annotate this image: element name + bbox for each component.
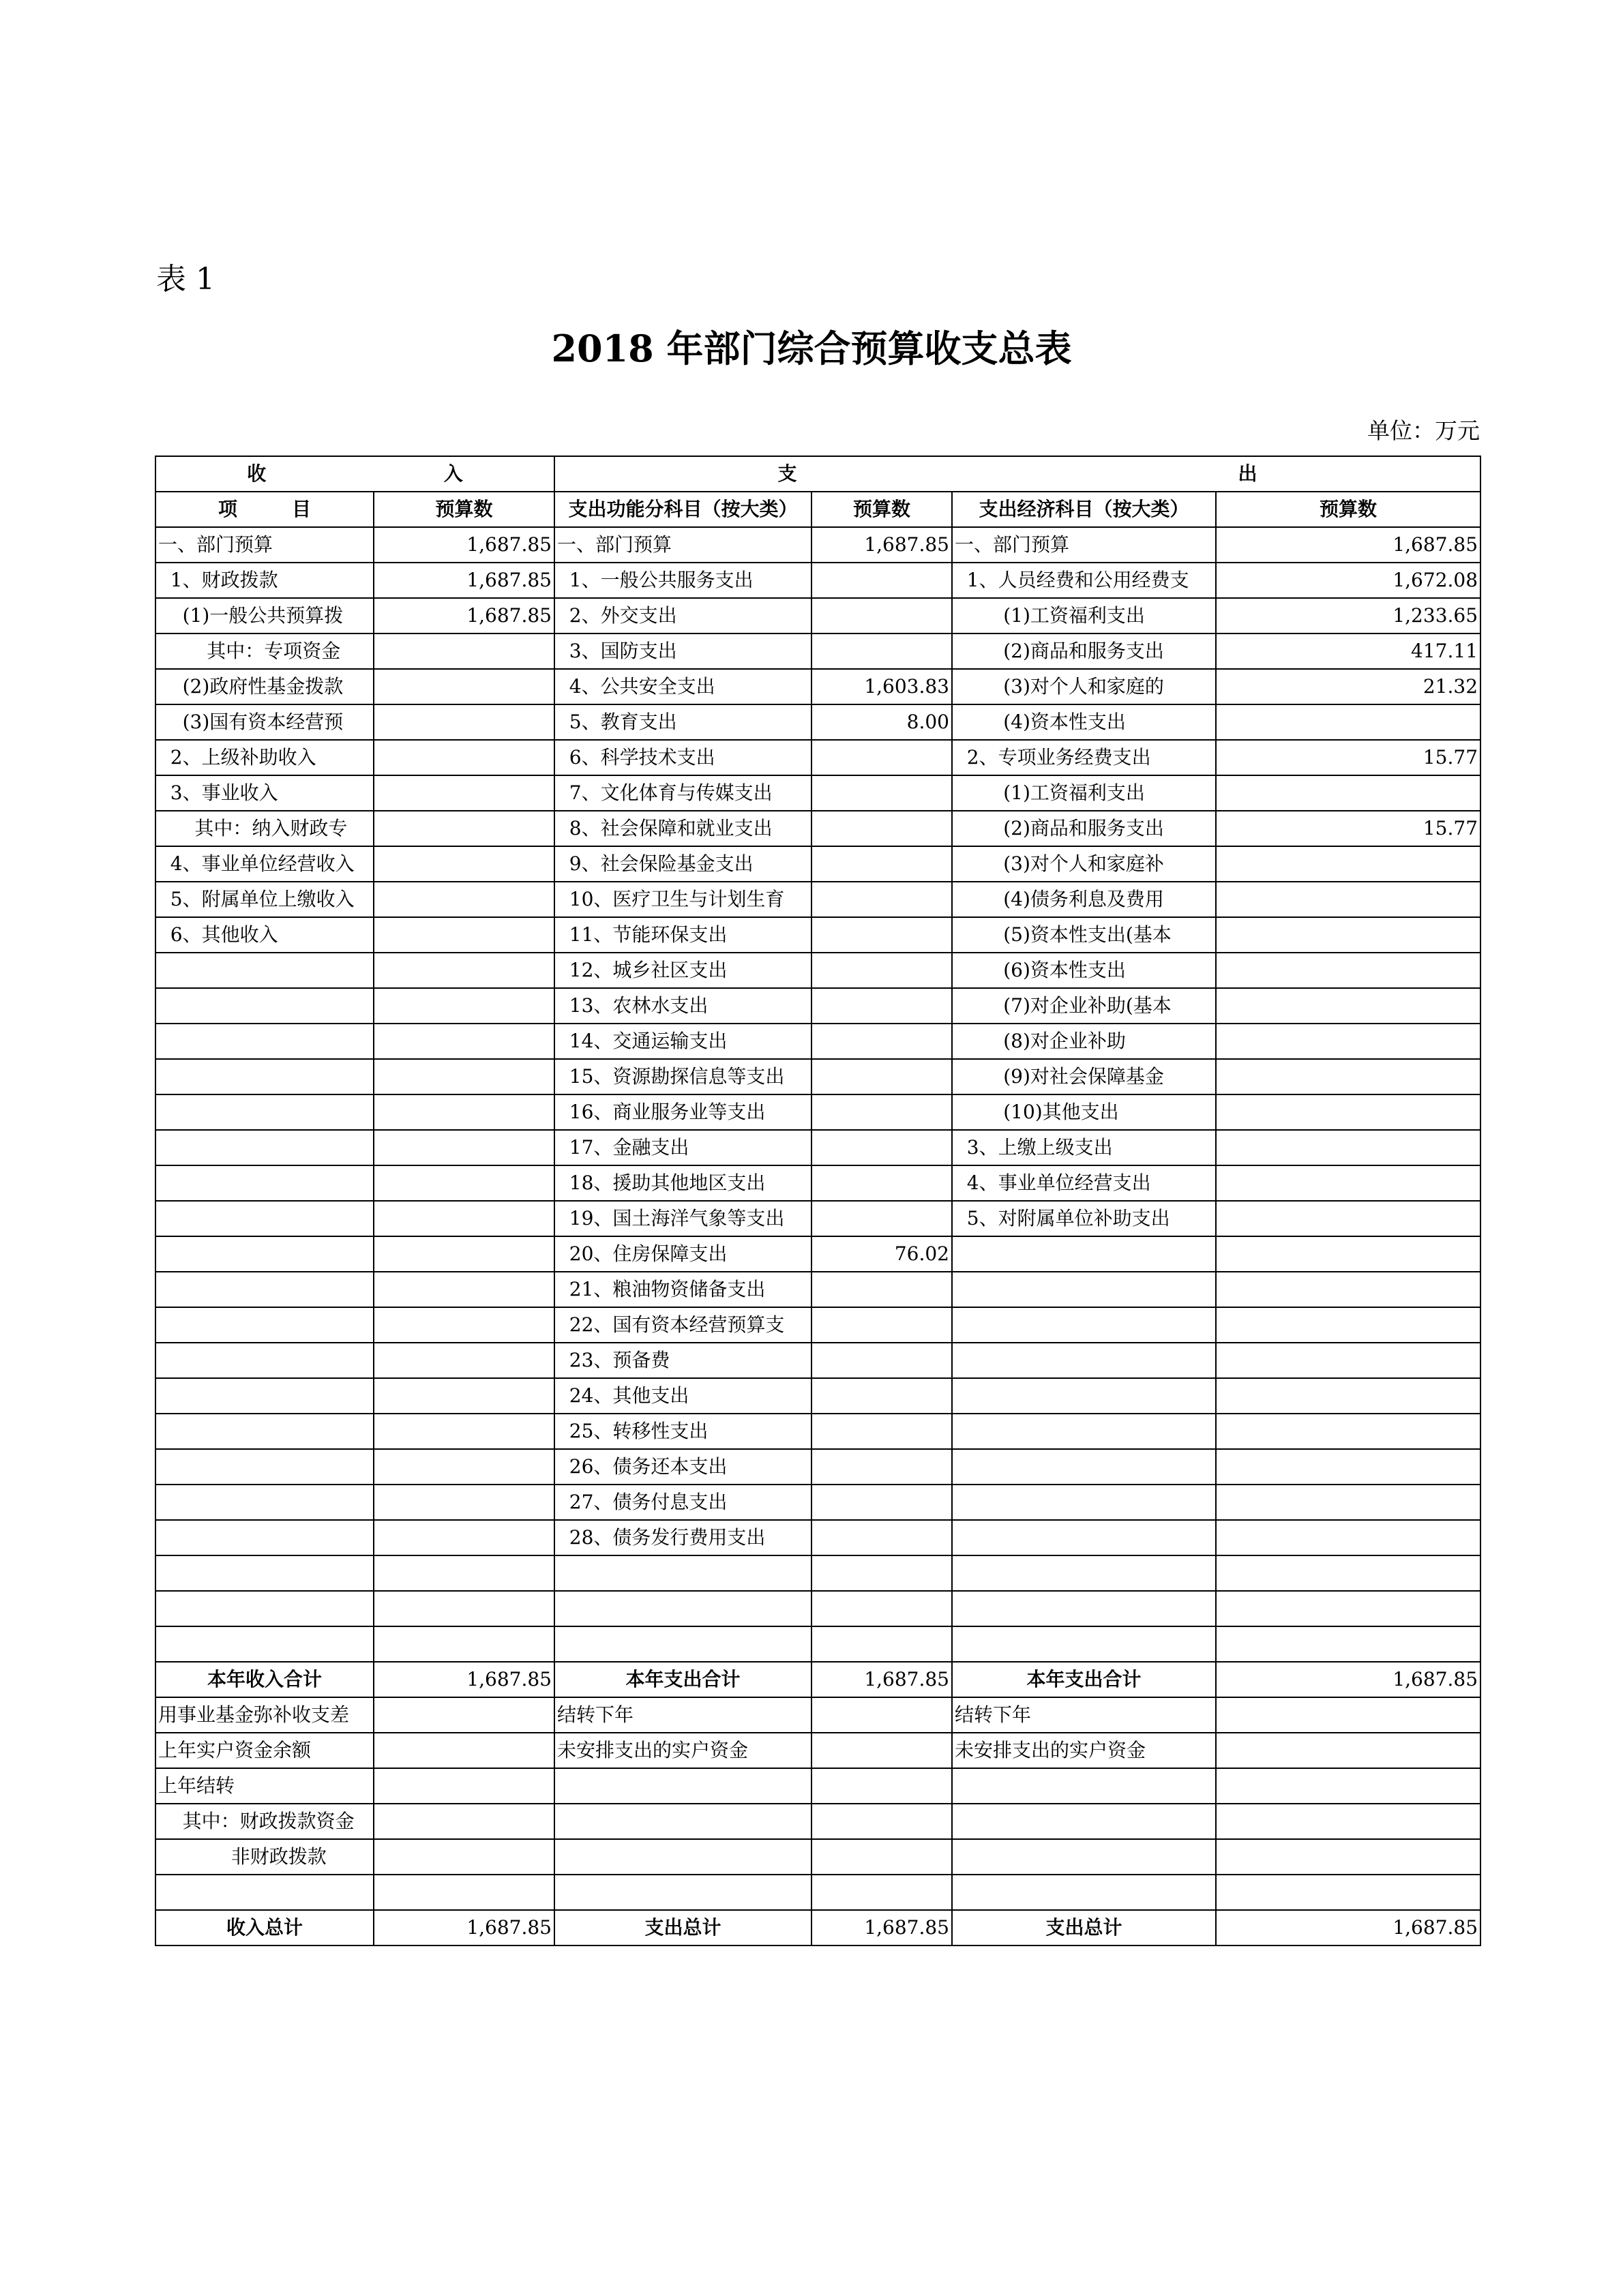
func-budget-cell — [812, 1024, 952, 1059]
income-budget-cell — [374, 1626, 554, 1662]
econ-item-cell: 未安排支出的实户资金 — [952, 1733, 1216, 1768]
econ-item-cell: 一、部门预算 — [952, 527, 1216, 563]
table-number: 表 1 — [156, 262, 215, 297]
table-row — [155, 1697, 1480, 1733]
income-budget-cell — [374, 1059, 554, 1094]
func-item-cell: 16、商业服务业等支出 — [554, 1094, 812, 1130]
income-item-cell — [155, 1485, 374, 1520]
func-budget-cell — [812, 1697, 952, 1733]
econ-budget-cell — [1216, 1449, 1480, 1485]
func-item-cell: 9、社会保险基金支出 — [554, 846, 812, 882]
table-row — [155, 598, 1480, 633]
table-row — [155, 953, 1480, 988]
econ-budget-cell — [1216, 1414, 1480, 1449]
func-item-cell: 5、教育支出 — [554, 704, 812, 740]
income-item-cell: 其中：财政拨款资金 — [155, 1804, 374, 1839]
table-row — [155, 1555, 1480, 1591]
econ-budget-cell: 1,672.08 — [1216, 563, 1480, 598]
income-item-cell — [155, 1378, 374, 1414]
income-budget-cell — [374, 1307, 554, 1343]
func-item-cell: 14、交通运输支出 — [554, 1024, 812, 1059]
income-budget-cell — [374, 1768, 554, 1804]
econ-item-cell — [952, 1449, 1216, 1485]
econ-budget-cell: 21.32 — [1216, 669, 1480, 704]
income-item-cell: 其中：纳入财政专 — [155, 811, 374, 846]
econ-budget-cell — [1216, 1272, 1480, 1307]
func-budget-header: 预算数 — [812, 492, 952, 527]
func-item-cell — [554, 1626, 812, 1662]
income-budget-cell — [374, 917, 554, 953]
func-item-cell: 13、农林水支出 — [554, 988, 812, 1024]
func-budget-cell: 76.02 — [812, 1236, 952, 1272]
econ-budget-cell — [1216, 917, 1480, 953]
econ-item-cell: 2、专项业务经费支出 — [952, 740, 1216, 775]
econ-item-cell — [952, 1520, 1216, 1555]
income-budget-cell — [374, 1201, 554, 1236]
func-item-cell: 23、预备费 — [554, 1343, 812, 1378]
func-item-cell: 25、转移性支出 — [554, 1414, 812, 1449]
total-value: 1,687.85 — [374, 1662, 554, 1697]
econ-budget-cell — [1216, 1626, 1480, 1662]
func-budget-cell — [812, 1768, 952, 1804]
func-item-cell — [554, 1591, 812, 1626]
income-budget-cell — [374, 1024, 554, 1059]
income-budget-cell: 1,687.85 — [374, 598, 554, 633]
table-row — [155, 811, 1480, 846]
income-budget-cell — [374, 1875, 554, 1910]
econ-budget-cell — [1216, 1236, 1480, 1272]
func-budget-cell: 8.00 — [812, 704, 952, 740]
income-item-cell — [155, 1591, 374, 1626]
table-row — [155, 563, 1480, 598]
func-budget-cell — [812, 1130, 952, 1165]
income-budget-cell — [374, 1555, 554, 1591]
func-budget-cell — [812, 953, 952, 988]
total-label: 本年支出合计 — [952, 1662, 1216, 1697]
income-item-cell — [155, 988, 374, 1024]
income-item-cell: 3、事业收入 — [155, 775, 374, 811]
econ-item-cell — [952, 1626, 1216, 1662]
econ-budget-cell — [1216, 953, 1480, 988]
econ-item-cell: 3、上缴上级支出 — [952, 1130, 1216, 1165]
func-item-cell: 10、医疗卫生与计划生育 — [554, 882, 812, 917]
income-item-cell: 一、部门预算 — [155, 527, 374, 563]
table-row — [155, 1272, 1480, 1307]
econ-budget-cell: 15.77 — [1216, 740, 1480, 775]
income-item-cell: 5、附属单位上缴收入 — [155, 882, 374, 917]
income-budget-cell — [374, 704, 554, 740]
income-item-cell — [155, 1875, 374, 1910]
income-item-cell — [155, 953, 374, 988]
func-item-cell: 结转下年 — [554, 1697, 812, 1733]
income-budget-cell — [374, 669, 554, 704]
func-item-cell: 27、债务付息支出 — [554, 1485, 812, 1520]
func-item-cell: 28、债务发行费用支出 — [554, 1520, 812, 1555]
econ-budget-cell — [1216, 988, 1480, 1024]
econ-item-cell — [952, 1414, 1216, 1449]
func-item-cell: 20、住房保障支出 — [554, 1236, 812, 1272]
econ-item-cell: 1、人员经费和公用经费支 — [952, 563, 1216, 598]
table-row — [155, 1059, 1480, 1094]
total-value: 1,687.85 — [812, 1662, 952, 1697]
income-budget-cell — [374, 1733, 554, 1768]
income-budget-cell — [374, 882, 554, 917]
func-budget-cell — [812, 882, 952, 917]
func-budget-cell — [812, 1201, 952, 1236]
func-budget-cell — [812, 1165, 952, 1201]
econ-budget-cell — [1216, 1697, 1480, 1733]
econ-budget-cell — [1216, 1768, 1480, 1804]
econ-item-cell — [952, 1485, 1216, 1520]
income-budget-cell: 1,687.85 — [374, 527, 554, 563]
total-value: 1,687.85 — [1216, 1662, 1480, 1697]
func-item-cell — [554, 1804, 812, 1839]
income-item-cell — [155, 1130, 374, 1165]
econ-item-cell: (8)对企业补助 — [952, 1024, 1216, 1059]
table-row — [155, 740, 1480, 775]
econ-budget-cell — [1216, 1201, 1480, 1236]
income-item-cell — [155, 1272, 374, 1307]
func-item-cell: 11、节能环保支出 — [554, 917, 812, 953]
econ-item-cell: (2)商品和服务支出 — [952, 811, 1216, 846]
func-item-cell — [554, 1555, 812, 1591]
grand-total-label: 支出总计 — [952, 1910, 1216, 1945]
table-row — [155, 1449, 1480, 1485]
econ-item-cell — [952, 1875, 1216, 1910]
econ-budget-cell — [1216, 1555, 1480, 1591]
income-budget-cell — [374, 1485, 554, 1520]
income-item-cell — [155, 1307, 374, 1343]
func-item-cell: 19、国土海洋气象等支出 — [554, 1201, 812, 1236]
table-row — [155, 1804, 1480, 1839]
income-item-cell: 用事业基金弥补收支差 — [155, 1697, 374, 1733]
grand-total-label: 收入总计 — [155, 1910, 374, 1945]
total-label: 本年收入合计 — [155, 1662, 374, 1697]
table-row — [155, 846, 1480, 882]
income-budget-cell — [374, 1697, 554, 1733]
table-row — [155, 1626, 1480, 1662]
income-budget-cell — [374, 775, 554, 811]
table-row — [155, 1839, 1480, 1875]
func-budget-cell — [812, 1520, 952, 1555]
func-budget-cell — [812, 1094, 952, 1130]
table-row — [155, 1024, 1480, 1059]
income-budget-cell — [374, 740, 554, 775]
func-item-cell: 12、城乡社区支出 — [554, 953, 812, 988]
econ-budget-cell — [1216, 1520, 1480, 1555]
func-item-cell: 15、资源勘探信息等支出 — [554, 1059, 812, 1094]
econ-budget-cell — [1216, 1059, 1480, 1094]
func-budget-cell: 1,603.83 — [812, 669, 952, 704]
income-section-header: 收 入 — [155, 456, 554, 492]
income-budget-cell — [374, 1804, 554, 1839]
income-item-cell: (3)国有资本经营预 — [155, 704, 374, 740]
econ-item-cell — [952, 1378, 1216, 1414]
income-item-cell — [155, 1024, 374, 1059]
income-item-cell — [155, 1520, 374, 1555]
income-budget-cell — [374, 1414, 554, 1449]
income-budget-cell — [374, 811, 554, 846]
income-budget-cell — [374, 633, 554, 669]
econ-budget-cell — [1216, 775, 1480, 811]
func-budget-cell — [812, 775, 952, 811]
func-budget-cell — [812, 1804, 952, 1839]
income-item-cell — [155, 1201, 374, 1236]
grand-total-value: 1,687.85 — [374, 1910, 554, 1945]
income-item-cell — [155, 1449, 374, 1485]
func-budget-cell — [812, 1875, 952, 1910]
func-category-header: 支出功能分科目（按大类） — [554, 492, 812, 527]
func-budget-cell — [812, 1307, 952, 1343]
econ-item-cell: (6)资本性支出 — [952, 953, 1216, 988]
func-item-cell — [554, 1875, 812, 1910]
func-budget-cell — [812, 988, 952, 1024]
econ-budget-cell: 417.11 — [1216, 633, 1480, 669]
econ-budget-cell — [1216, 1485, 1480, 1520]
econ-budget-cell — [1216, 882, 1480, 917]
func-budget-cell — [812, 1555, 952, 1591]
table-row — [155, 1875, 1480, 1910]
income-item-cell: 非财政拨款 — [155, 1839, 374, 1875]
econ-item-cell: 结转下年 — [952, 1697, 1216, 1733]
income-budget-cell — [374, 1236, 554, 1272]
table-row — [155, 1591, 1480, 1626]
econ-item-cell — [952, 1839, 1216, 1875]
grand-total-value: 1,687.85 — [1216, 1910, 1480, 1945]
income-budget-header: 预算数 — [374, 492, 554, 527]
econ-budget-cell — [1216, 1165, 1480, 1201]
econ-item-cell: (4)债务利息及费用 — [952, 882, 1216, 917]
econ-item-cell — [952, 1272, 1216, 1307]
econ-budget-cell — [1216, 1875, 1480, 1910]
func-budget-cell — [812, 740, 952, 775]
econ-budget-cell — [1216, 1591, 1480, 1626]
table-row — [155, 1130, 1480, 1165]
income-budget-cell — [374, 846, 554, 882]
income-budget-cell — [374, 1272, 554, 1307]
grand-total-label: 支出总计 — [554, 1910, 812, 1945]
func-budget-cell — [812, 1839, 952, 1875]
econ-budget-cell — [1216, 1024, 1480, 1059]
econ-item-cell — [952, 1555, 1216, 1591]
econ-item-cell: (10)其他支出 — [952, 1094, 1216, 1130]
header-row-sections — [155, 456, 1480, 492]
func-item-cell: 6、科学技术支出 — [554, 740, 812, 775]
econ-budget-cell — [1216, 704, 1480, 740]
income-budget-cell — [374, 1449, 554, 1485]
budget-table — [155, 456, 1481, 1946]
econ-budget-cell — [1216, 1307, 1480, 1343]
income-item-cell — [155, 1236, 374, 1272]
func-item-cell: 26、债务还本支出 — [554, 1449, 812, 1485]
econ-item-cell: (2)商品和服务支出 — [952, 633, 1216, 669]
func-item-cell: 7、文化体育与传媒支出 — [554, 775, 812, 811]
table-row — [155, 669, 1480, 704]
econ-item-cell: (3)对个人和家庭补 — [952, 846, 1216, 882]
income-item-cell: 2、上级补助收入 — [155, 740, 374, 775]
econ-budget-cell — [1216, 1094, 1480, 1130]
econ-item-cell: (4)资本性支出 — [952, 704, 1216, 740]
econ-item-cell — [952, 1307, 1216, 1343]
econ-item-cell: (3)对个人和家庭的 — [952, 669, 1216, 704]
income-item-cell: 其中：专项资金 — [155, 633, 374, 669]
item-column-header: 项 目 — [155, 492, 374, 527]
func-item-cell: 24、其他支出 — [554, 1378, 812, 1414]
income-item-cell — [155, 1343, 374, 1378]
econ-budget-cell — [1216, 1130, 1480, 1165]
econ-item-cell: (1)工资福利支出 — [952, 775, 1216, 811]
func-budget-cell — [812, 563, 952, 598]
income-budget-cell — [374, 1839, 554, 1875]
table-row — [155, 988, 1480, 1024]
income-item-cell: 6、其他收入 — [155, 917, 374, 953]
func-budget-cell — [812, 633, 952, 669]
table-row — [155, 882, 1480, 917]
table-row — [155, 1520, 1480, 1555]
func-item-cell: 17、金融支出 — [554, 1130, 812, 1165]
table-row — [155, 1201, 1480, 1236]
income-budget-cell — [374, 1165, 554, 1201]
table-row — [155, 1378, 1480, 1414]
income-item-cell — [155, 1094, 374, 1130]
econ-budget-cell — [1216, 1839, 1480, 1875]
func-item-cell — [554, 1839, 812, 1875]
table-row — [155, 1165, 1480, 1201]
econ-budget-cell — [1216, 1378, 1480, 1414]
income-budget-cell — [374, 1343, 554, 1378]
econ-budget-cell — [1216, 1804, 1480, 1839]
func-item-cell: 22、国有资本经营预算支 — [554, 1307, 812, 1343]
econ-category-header: 支出经济科目（按大类） — [952, 492, 1216, 527]
income-item-cell — [155, 1059, 374, 1094]
income-item-cell — [155, 1165, 374, 1201]
income-budget-cell — [374, 953, 554, 988]
grand-total-row — [155, 1910, 1480, 1945]
func-budget-cell — [812, 1272, 952, 1307]
table-row — [155, 1236, 1480, 1272]
func-budget-cell — [812, 1378, 952, 1414]
income-item-cell: (1)一般公共预算拨 — [155, 598, 374, 633]
table-row — [155, 917, 1480, 953]
func-budget-cell — [812, 1485, 952, 1520]
income-item-cell: 上年实户资金余额 — [155, 1733, 374, 1768]
income-budget-cell — [374, 1591, 554, 1626]
econ-item-cell: 4、事业单位经营支出 — [952, 1165, 1216, 1201]
income-budget-cell — [374, 1520, 554, 1555]
income-item-cell — [155, 1626, 374, 1662]
econ-item-cell — [952, 1804, 1216, 1839]
econ-item-cell: (1)工资福利支出 — [952, 598, 1216, 633]
table-row — [155, 775, 1480, 811]
year-total-row — [155, 1662, 1480, 1697]
grand-total-value: 1,687.85 — [812, 1910, 952, 1945]
func-budget-cell — [812, 1591, 952, 1626]
func-budget-cell — [812, 598, 952, 633]
unit-label: 单位：万元 — [1367, 417, 1480, 444]
table-row — [155, 1733, 1480, 1768]
econ-budget-cell: 1,233.65 — [1216, 598, 1480, 633]
income-budget-cell — [374, 988, 554, 1024]
func-budget-cell — [812, 1414, 952, 1449]
func-item-cell: 1、一般公共服务支出 — [554, 563, 812, 598]
econ-item-cell — [952, 1343, 1216, 1378]
econ-budget-cell: 15.77 — [1216, 811, 1480, 846]
expense-section-header: 支 出 — [554, 456, 1480, 492]
income-budget-cell: 1,687.85 — [374, 563, 554, 598]
func-item-cell: 18、援助其他地区支出 — [554, 1165, 812, 1201]
func-budget-cell: 1,687.85 — [812, 527, 952, 563]
func-item-cell: 2、外交支出 — [554, 598, 812, 633]
table-row — [155, 1768, 1480, 1804]
func-budget-cell — [812, 917, 952, 953]
income-item-cell: 1、财政拨款 — [155, 563, 374, 598]
income-budget-cell — [374, 1130, 554, 1165]
income-item-cell — [155, 1414, 374, 1449]
econ-item-cell: (5)资本性支出(基本 — [952, 917, 1216, 953]
func-budget-cell — [812, 846, 952, 882]
income-item-cell — [155, 1555, 374, 1591]
func-item-cell — [554, 1768, 812, 1804]
econ-item-cell — [952, 1591, 1216, 1626]
income-budget-cell — [374, 1378, 554, 1414]
func-budget-cell — [812, 1343, 952, 1378]
econ-budget-cell — [1216, 1733, 1480, 1768]
func-item-cell: 4、公共安全支出 — [554, 669, 812, 704]
table-row — [155, 1485, 1480, 1520]
income-item-cell: 上年结转 — [155, 1768, 374, 1804]
func-budget-cell — [812, 811, 952, 846]
income-item-cell: (2)政府性基金拨款 — [155, 669, 374, 704]
header-row-columns — [155, 492, 1480, 527]
table-row — [155, 527, 1480, 563]
func-item-cell: 未安排支出的实户资金 — [554, 1733, 812, 1768]
econ-budget-cell — [1216, 1343, 1480, 1378]
table-row — [155, 1414, 1480, 1449]
func-item-cell: 3、国防支出 — [554, 633, 812, 669]
func-item-cell: 8、社会保障和就业支出 — [554, 811, 812, 846]
table-row — [155, 1094, 1480, 1130]
econ-budget-cell: 1,687.85 — [1216, 527, 1480, 563]
income-item-cell: 4、事业单位经营收入 — [155, 846, 374, 882]
func-budget-cell — [812, 1733, 952, 1768]
econ-item-cell — [952, 1236, 1216, 1272]
econ-item-cell: 5、对附属单位补助支出 — [952, 1201, 1216, 1236]
table-row — [155, 704, 1480, 740]
page-title: 2018 年部门综合预算收支总表 — [551, 327, 1072, 370]
func-item-cell: 一、部门预算 — [554, 527, 812, 563]
income-budget-cell — [374, 1094, 554, 1130]
total-label: 本年支出合计 — [554, 1662, 812, 1697]
econ-budget-header: 预算数 — [1216, 492, 1480, 527]
econ-item-cell: (7)对企业补助(基本 — [952, 988, 1216, 1024]
econ-item-cell: (9)对社会保障基金 — [952, 1059, 1216, 1094]
econ-item-cell — [952, 1768, 1216, 1804]
func-item-cell: 21、粮油物资储备支出 — [554, 1272, 812, 1307]
econ-budget-cell — [1216, 846, 1480, 882]
func-budget-cell — [812, 1059, 952, 1094]
table-row — [155, 1343, 1480, 1378]
func-budget-cell — [812, 1626, 952, 1662]
table-row — [155, 1307, 1480, 1343]
table-row — [155, 633, 1480, 669]
func-budget-cell — [812, 1449, 952, 1485]
